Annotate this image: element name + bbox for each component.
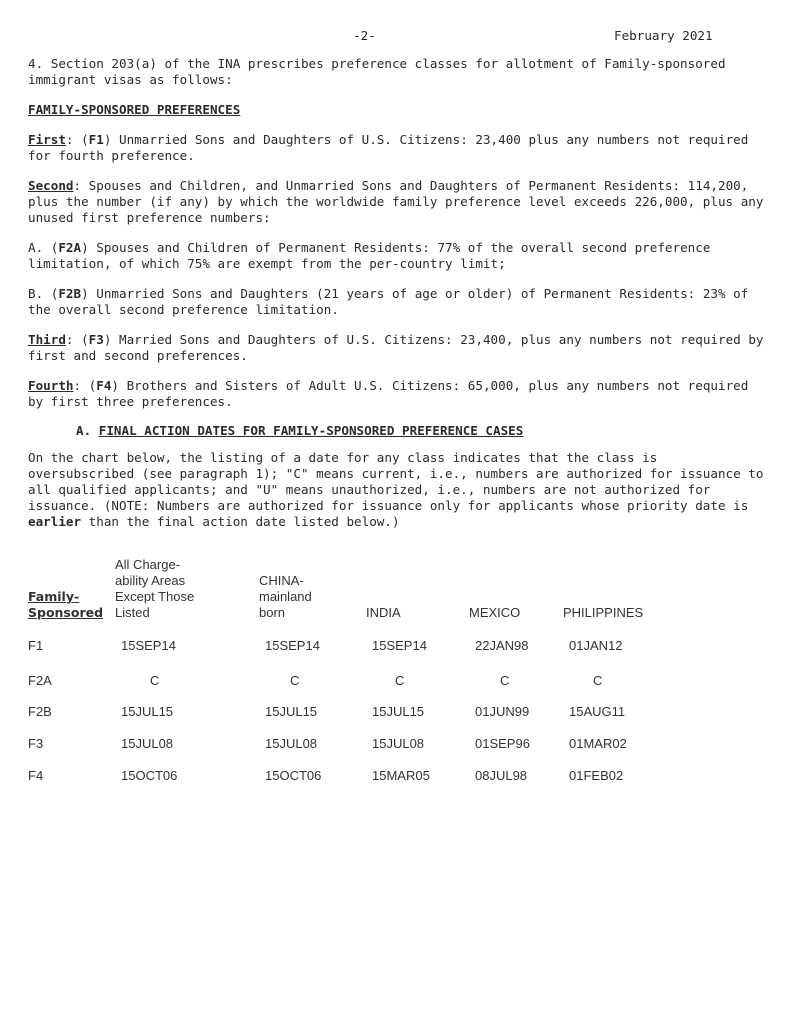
table-cell: 15SEP14 — [121, 638, 176, 653]
row-category-f3: F3 — [28, 736, 44, 751]
table-cell: 01JUN99 — [475, 704, 530, 719]
table-cell: 15SEP14 — [372, 638, 427, 653]
column-header-3: INDIA — [366, 605, 401, 620]
column-header-4: MEXICO — [469, 605, 521, 620]
table-cell: C — [395, 673, 405, 688]
table-cell: 15JUL08 — [372, 736, 425, 751]
third-code: F3 — [88, 332, 104, 347]
table-cell: C — [290, 673, 300, 688]
intro-paragraph: 4. Section 203(a) of the INA prescribes preference classes for allotment of Family-sponsored immigrant visas as follows: — [28, 56, 726, 87]
table-heading — [28, 423, 768, 439]
third-text: Married Sons and Daughters of U.S. Citizens: 23,400, plus any numbers not required by first and second preferences. — [28, 332, 764, 363]
table-cell: 15AUG11 — [569, 704, 626, 719]
first-label: First — [28, 132, 66, 147]
f2b-preference — [28, 286, 768, 318]
row-category-f4: F4 — [28, 768, 44, 783]
f2b-prefix: B. ( — [28, 286, 59, 301]
table-cell: 22JAN98 — [475, 638, 529, 653]
table-cell: 01MAR02 — [569, 736, 627, 751]
table-cell: C — [500, 673, 510, 688]
table-cell: C — [593, 673, 603, 688]
bulletin-date: February 2021 — [614, 28, 713, 43]
f2b-text: ) Unmarried Sons and Daughters (21 years of age or older) of Permanent Residents: 23% of the overall second preference limitation. — [28, 286, 749, 317]
row-category-f1: F1 — [28, 638, 44, 653]
table-cell: 15SEP14 — [265, 638, 320, 653]
first-text: Unmarried Sons and Daughters of U.S. Citizens: 23,400 plus any numbers not required for fourth preference. — [28, 132, 749, 163]
chart-note — [28, 450, 768, 530]
row-category-f2b: F2B — [28, 704, 52, 719]
table-cell: 15JUL08 — [265, 736, 318, 751]
table-cell: 08JUL98 — [475, 768, 528, 783]
first-preference: First: (F1) Unmarried Sons and Daughters of U.S. Citizens: 23,400 plus any numbers not required for fourth preference. — [28, 132, 749, 163]
column-header-2: CHINA- mainland born — [259, 573, 312, 620]
fourth-preference: Fourth: (F4) Brothers and Sisters of Adult U.S. Citizens: 65,000, plus any numbers not required by first three preferences. — [28, 378, 749, 409]
f2a-preference — [28, 240, 768, 272]
f2a-prefix: A. ( — [28, 240, 59, 255]
table-cell: 01JAN12 — [569, 638, 623, 653]
table-heading-title: FINAL ACTION DATES FOR FAMILY-SPONSORED PREFERENCE CASES — [98, 423, 524, 438]
row-category-f2a: F2A — [28, 673, 52, 688]
final-action-dates-table — [28, 542, 768, 842]
f2a-code: F2A — [58, 240, 82, 255]
section-title: FAMILY-SPONSORED PREFERENCES — [28, 102, 241, 117]
fourth-code: F4 — [96, 378, 112, 393]
table-cell: 15JUL08 — [121, 736, 174, 751]
document-page — [28, 28, 768, 842]
table-cell: C — [150, 673, 160, 688]
second-preference: Second: Spouses and Children, and Unmarried Sons and Daughters of Permanent Residents: 114,200, plus the number (if any) by which the worldwide family preference level exceeds 226,000, plus any unused first preference numbers: — [28, 178, 764, 225]
chart-note-after: than the final action date listed below.) — [81, 514, 400, 529]
page-header — [28, 28, 768, 46]
table-cell: 15JUL15 — [121, 704, 174, 719]
family-sponsored-header: Family- Sponsored — [28, 589, 104, 620]
fourth-label: Fourth — [28, 378, 74, 393]
table-cell: 15OCT06 — [121, 768, 178, 783]
table-cell: 15JUL15 — [265, 704, 318, 719]
column-header-5: PHILIPPINES — [563, 605, 644, 620]
table-cell: 15MAR05 — [372, 768, 430, 783]
f2a-text: ) Spouses and Children of Permanent Residents: 77% of the overall second preference limitation, of which 75% are exempt from the per-country limit; — [28, 240, 711, 271]
page-number: -2- — [353, 28, 376, 43]
table-cell: 15OCT06 — [265, 768, 322, 783]
second-text: Spouses and Children, and Unmarried Sons and Daughters of Permanent Residents: 114,200, plus the number (if any) by which the worldwide family preference level exceeds 226,000, plus any unused first preference numbers: — [28, 178, 764, 225]
first-code: F1 — [88, 132, 104, 147]
chart-note-before: On the chart below, the listing of a date for any class indicates that the class is oversubscribed (see paragraph 1); "C" means current, i.e., numbers are authorized for issuance to all qualified applicants; and "U" means unauthorized, i.e., numbers are not authorized for issuance. (NOTE: Numbers are authorized for issuance only for applicants whose priority date is — [28, 450, 764, 513]
f2b-code: F2B — [58, 286, 82, 301]
table-heading-prefix: A. — [76, 423, 99, 438]
table-cell: 15JUL15 — [372, 704, 425, 719]
fourth-text: Brothers and Sisters of Adult U.S. Citizens: 65,000, plus any numbers not required by first three preferences. — [28, 378, 749, 409]
third-label: Third — [28, 332, 66, 347]
chart-note-emphasis: earlier — [28, 514, 82, 529]
table-cell: 01FEB02 — [569, 768, 624, 783]
table-cell: 01SEP96 — [475, 736, 530, 751]
third-preference: Third: (F3) Married Sons and Daughters of U.S. Citizens: 23,400, plus any numbers not required by first and second preferences. — [28, 332, 764, 363]
column-header-1: All Charge- ability Areas Except Those Listed — [115, 557, 195, 620]
second-label: Second — [28, 178, 74, 193]
